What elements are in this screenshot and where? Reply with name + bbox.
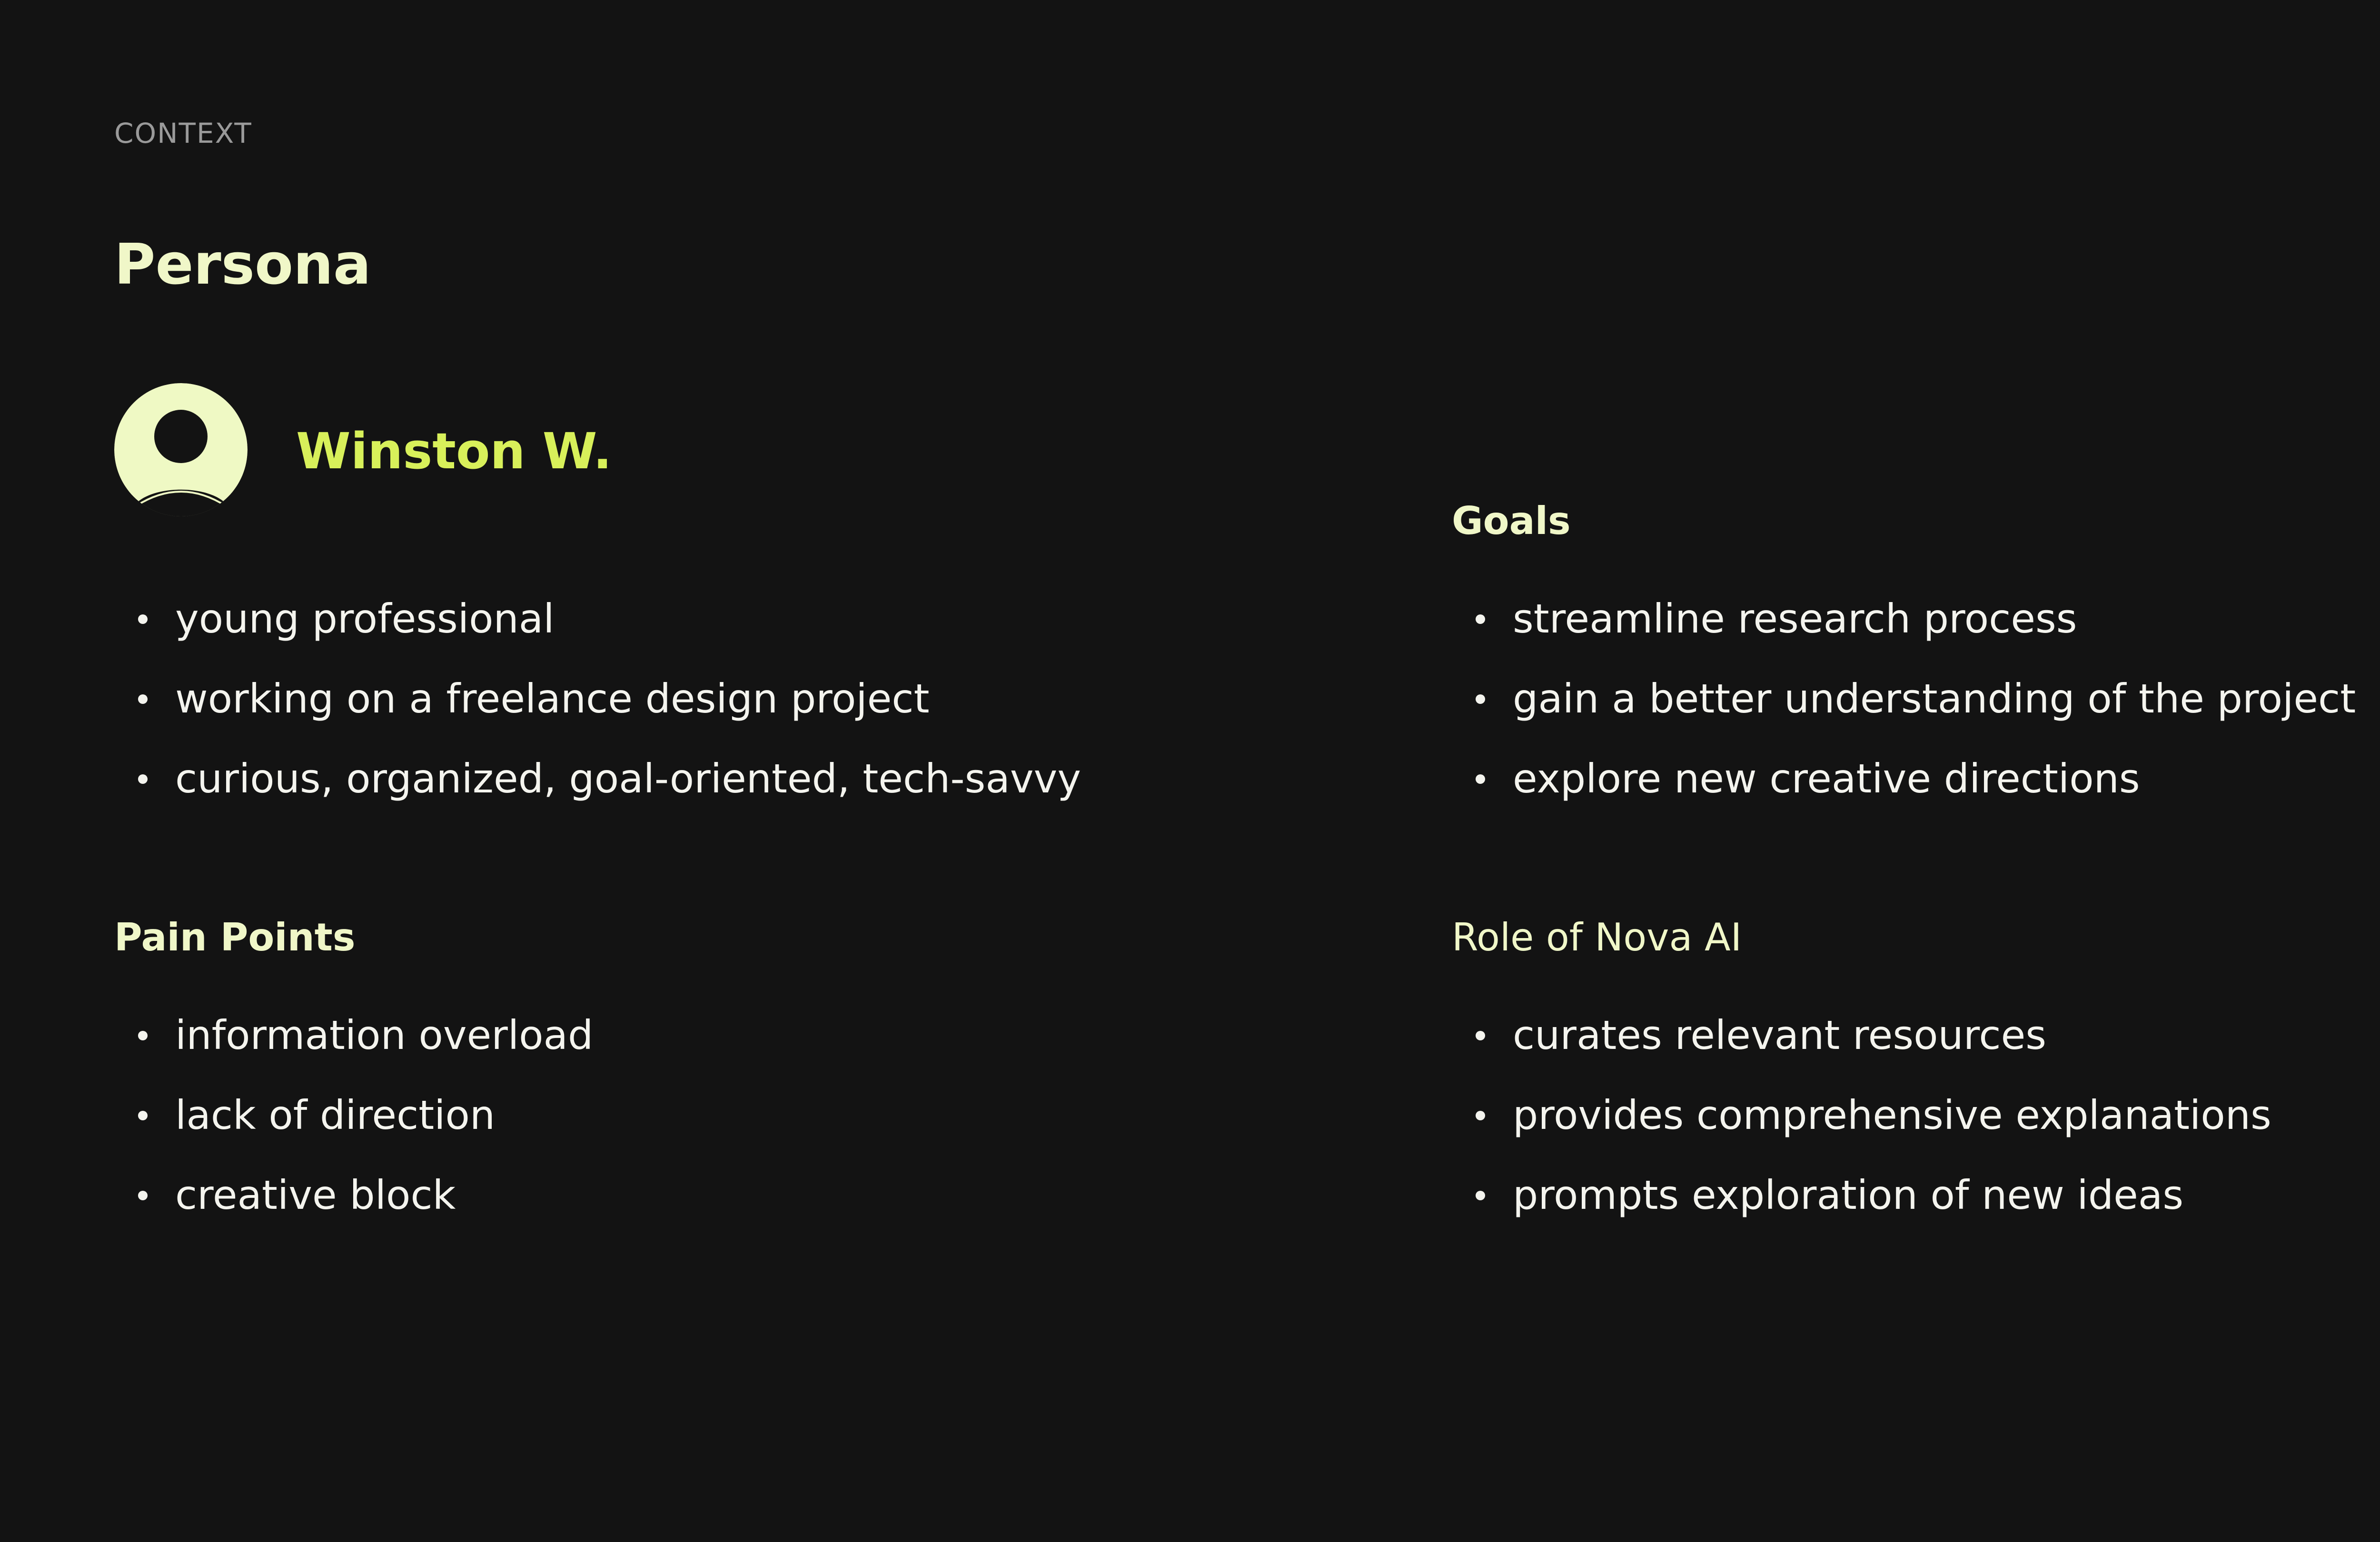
list-item <box>114 593 1304 672</box>
list-item-text: lack of direction <box>175 1092 496 1138</box>
goals-heading: Goals <box>1452 499 1571 543</box>
bullet-dot <box>1476 1191 1485 1200</box>
list-item-text: curates relevant resources <box>1513 1012 2047 1058</box>
bullet-dot <box>138 614 148 624</box>
list-item-text: creative block <box>175 1172 456 1218</box>
list-item <box>1452 1089 2380 1169</box>
persona-traits-list <box>114 593 1304 832</box>
list-item <box>114 1169 1304 1249</box>
list-item <box>1452 752 2380 832</box>
pain-points-heading: Pain Points <box>114 915 356 959</box>
bullet-dot <box>138 1031 148 1040</box>
bullet-dot <box>1476 614 1485 624</box>
persona-name: Winston W. <box>296 422 612 480</box>
avatar <box>114 383 248 516</box>
role-list <box>1452 1009 2380 1249</box>
bullet-dot <box>138 1111 148 1120</box>
list-item <box>114 1089 1304 1169</box>
list-item-text: information overload <box>175 1012 594 1058</box>
list-item-text: young professional <box>175 595 555 642</box>
user-avatar-icon <box>114 383 248 516</box>
bullet-dot <box>138 1191 148 1200</box>
page-title: Persona <box>114 231 371 297</box>
bullet-dot <box>138 694 148 704</box>
goals-list <box>1452 593 2380 832</box>
list-item <box>1452 1009 2380 1089</box>
list-item-text: curious, organized, goal-oriented, tech-savvy <box>175 755 1081 802</box>
list-item-text: streamline research process <box>1513 595 2077 642</box>
pain-points-list <box>114 1009 1304 1249</box>
bullet-dot <box>1476 694 1485 704</box>
list-item <box>114 752 1304 832</box>
bullet-dot <box>1476 1031 1485 1040</box>
list-item-text: working on a freelance design project <box>175 675 930 722</box>
list-item <box>114 1009 1304 1089</box>
bullet-dot <box>138 774 148 784</box>
list-item <box>1452 593 2380 672</box>
list-item <box>1452 672 2380 752</box>
list-item-text: provides comprehensive explanations <box>1513 1092 2271 1138</box>
list-item-text: prompts exploration of new ideas <box>1513 1172 2184 1218</box>
list-item-text: explore new creative directions <box>1513 755 2140 802</box>
list-item-text: gain a better understanding of the project <box>1513 675 2356 722</box>
eyebrow-label: CONTEXT <box>114 117 252 149</box>
list-item <box>1452 1169 2380 1249</box>
bullet-dot <box>1476 774 1485 784</box>
bullet-dot <box>1476 1111 1485 1120</box>
role-heading: Role of Nova AI <box>1452 915 1742 959</box>
list-item <box>114 672 1304 752</box>
